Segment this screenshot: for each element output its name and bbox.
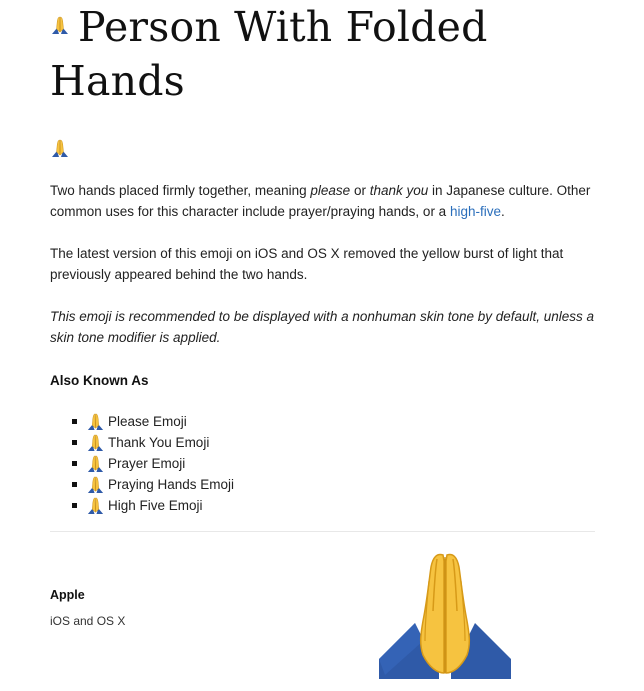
list-item [72,474,595,495]
ios-note-paragraph: The latest version of this emoji on iOS and OS X removed the yellow burst of light that previously appeared behind the two hands. [50,246,564,282]
page-title-text: Person With Folded Hands [50,3,488,105]
folded-hands-icon [86,475,105,494]
section-divider [50,531,595,532]
list-item [72,411,595,432]
description-emphasis-please: please [310,183,351,198]
folded-hands-icon [50,138,70,158]
bullet-icon [72,482,77,487]
also-known-as-heading: Also Known As [50,373,149,388]
description-text: in Japanese culture. Other common uses for this character include prayer/praying hands, or a [50,183,591,219]
folded-hands-icon [50,15,70,35]
folded-hands-icon [86,412,105,431]
list-item [72,495,595,516]
description-paragraph [50,180,595,222]
folded-hands-icon [86,496,105,515]
list-item-label: Please Emoji [108,414,187,429]
bullet-icon [72,440,77,445]
description-text: or [350,183,370,198]
list-item [72,432,595,453]
list-item [72,453,595,474]
skin-tone-note-paragraph: This emoji is recommended to be displayed with a nonhuman skin tone by default, unless a skin tone modifier is applied. [50,309,595,345]
description-text: Two hands placed firmly together, meaning [50,183,311,198]
description-emphasis-thank-you: thank you [369,183,429,198]
list-item-label: High Five Emoji [108,498,203,513]
folded-hands-icon [86,433,105,452]
emoji-page [50,0,595,628]
bullet-icon [72,503,77,508]
vendor-platform: iOS and OS X [50,614,126,628]
vendor-info [50,586,250,630]
folded-hands-icon [86,454,105,473]
also-known-as-list [50,411,595,516]
page-title [50,0,595,108]
description-text: . [500,204,505,219]
bullet-icon [72,419,77,424]
vendor-name: Apple [50,588,85,602]
high-five-link[interactable]: high-five [449,204,501,219]
bullet-icon [72,461,77,466]
list-item-label: Thank You Emoji [108,435,210,450]
list-item-label: Prayer Emoji [108,456,186,471]
list-item-label: Praying Hands Emoji [108,477,235,492]
folded-hands-large-icon [379,551,511,679]
